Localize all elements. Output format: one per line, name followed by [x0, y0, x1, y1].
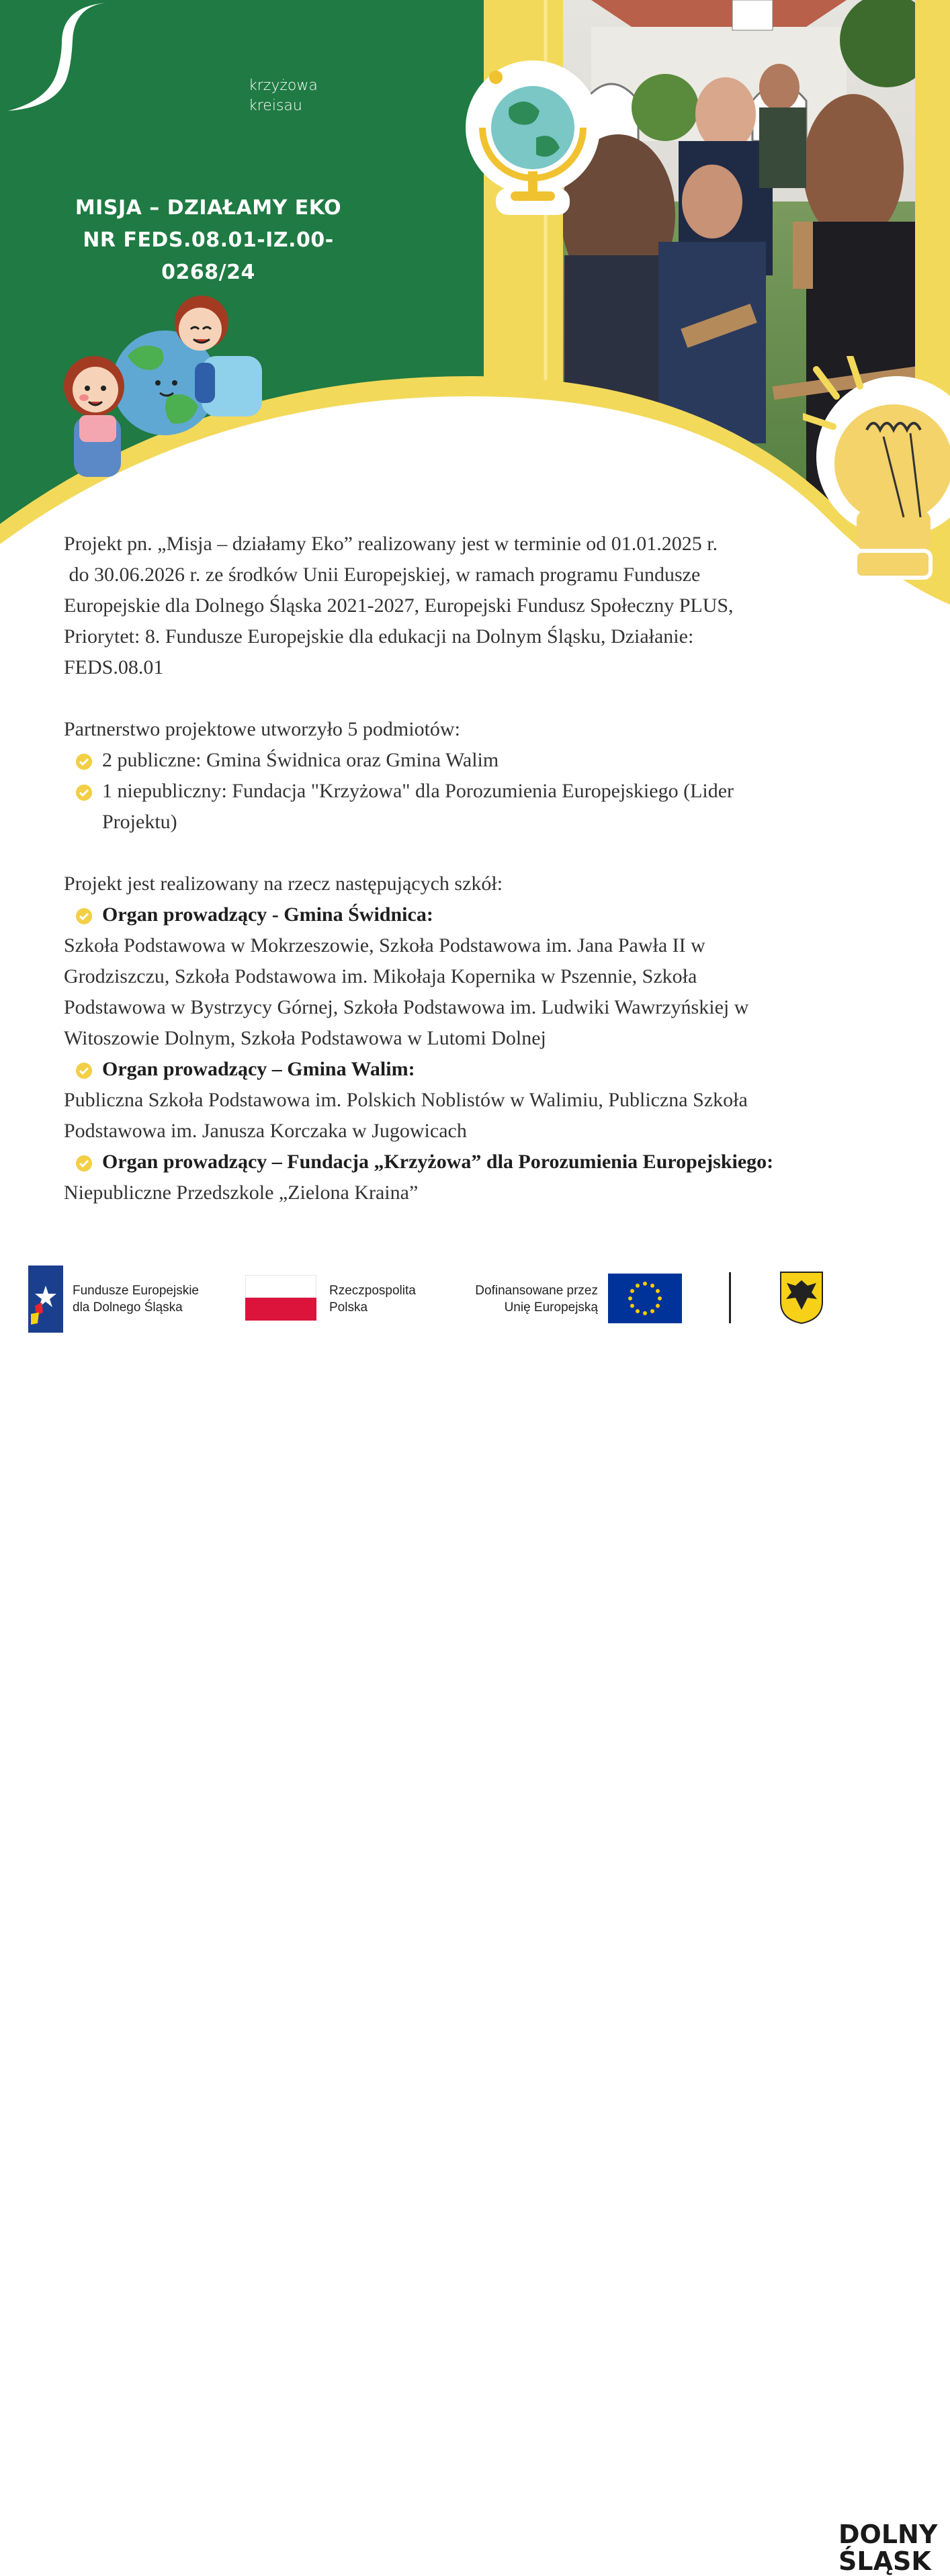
title-line2: NR FEDS.08.01-IZ.00-0268/24	[83, 228, 334, 284]
coat-of-arms-icon	[779, 1271, 824, 1325]
partnership-item	[64, 745, 904, 776]
school-line: Publiczna Szkoła Podstawowa im. Polskich Noblistów w Walimiu, Publiczna Szkoła	[64, 1089, 748, 1111]
title-line1: MISJA – DZIAŁAMY EKO	[75, 196, 342, 220]
body-content	[64, 529, 904, 1208]
eu-line1: Dofinansowane przez	[475, 1284, 598, 1298]
logo-line1: krzyżowa	[249, 77, 318, 94]
rp-line2: Polska	[329, 1300, 368, 1315]
hero-banner	[0, 0, 950, 605]
divider	[729, 1272, 731, 1323]
organ-heading	[64, 1054, 904, 1085]
intro-line: Projekt pn. „Misja – działamy Eko” realizowany jest w terminie od 01.01.2025 r.	[64, 533, 718, 555]
eu-flag-icon	[608, 1274, 682, 1323]
check-icon	[76, 754, 92, 770]
check-icon	[76, 1063, 92, 1079]
intro-line: Priorytet: 8. Fundusze Europejskie dla edukacji na Dolnym Śląsku, Działanie:	[64, 625, 694, 648]
eu-logo-text	[457, 1282, 598, 1316]
school-line: Witoszowie Dolnym, Szkoła Podstawowa w Lutomi Dolnej	[64, 1027, 546, 1049]
organ-label: Organ prowadzący - Gmina Świdnica:	[102, 903, 433, 926]
polish-flag-icon	[245, 1275, 316, 1321]
ds-line2: ŚLĄSK	[838, 2546, 931, 2576]
intro-line: FEDS.08.01	[64, 656, 164, 678]
krzyzowa-logo-mark	[0, 0, 161, 114]
partnership-item-text: Projektu)	[102, 811, 177, 833]
kids-earth-illustration	[47, 296, 275, 484]
intro-line: Europejskie dla Dolnego Śląska 2021-2027, Europejski Fundusz Społeczny PLUS,	[64, 594, 734, 617]
funding-logos-bar	[0, 1249, 950, 2576]
school-line: Szkoła Podstawowa w Mokrzeszowie, Szkoła Podstawowa im. Jana Pawła II w	[64, 934, 705, 957]
check-icon	[76, 908, 92, 924]
rp-logo-text	[329, 1282, 416, 1316]
partnership-item-text: 1 niepubliczny: Fundacja "Krzyżowa" dla Porozumienia Europejskiego (Lider	[102, 780, 734, 802]
logo-line2: kreisau	[249, 97, 302, 114]
fe-logo-text	[73, 1282, 199, 1316]
spacer	[64, 683, 904, 714]
partnership-item-text: 2 publiczne: Gmina Świdnica oraz Gmina Walim	[102, 749, 499, 771]
school-line: Grodziszczu, Szkoła Podstawowa im. Mikołaja Kopernika w Pszennie, Szkoła	[64, 965, 697, 987]
fe-line1: Fundusze Europejskie	[73, 1284, 199, 1298]
ds-line1: DOLNY	[838, 2520, 938, 2549]
organ-heading	[64, 899, 904, 930]
logo-text	[249, 76, 318, 116]
spacer	[64, 838, 904, 869]
school-line: Podstawowa w Bystrzycy Górnej, Szkoła Podstawowa im. Ludwiki Wawrzyńskiej w	[64, 996, 749, 1018]
globe-icon	[456, 60, 617, 222]
fe-line2: dla Dolnego Śląska	[73, 1300, 183, 1315]
partnership-item	[64, 776, 904, 838]
school-line: Podstawowa im. Janusza Korczaka w Jugowicach	[64, 1120, 467, 1142]
eu-line2: Unię Europejską	[504, 1300, 598, 1315]
school-line: Niepubliczne Przedszkole „Zielona Kraina”	[64, 1182, 419, 1204]
rp-line1: Rzeczpospolita	[329, 1284, 416, 1298]
check-icon	[76, 1155, 92, 1171]
organ-heading	[64, 1147, 904, 1178]
organ-label: Organ prowadzący – Fundacja „Krzyżowa” dla Porozumienia Europejskiego:	[102, 1151, 774, 1173]
dolny-slask-logo-text	[838, 2521, 937, 2575]
intro-line: do 30.06.2026 r. ze środków Unii Europejskiej, w ramach programu Fundusze	[64, 564, 701, 586]
schools-heading: Projekt jest realizowany na rzecz następujących szkół:	[64, 873, 503, 895]
organ-label: Organ prowadzący – Gmina Walim:	[102, 1058, 415, 1080]
partnership-heading: Partnerstwo projektowe utworzyło 5 podmiotów:	[64, 718, 460, 740]
project-title	[67, 192, 349, 289]
check-icon	[76, 785, 92, 801]
fe-logo-icon	[28, 1265, 63, 1333]
